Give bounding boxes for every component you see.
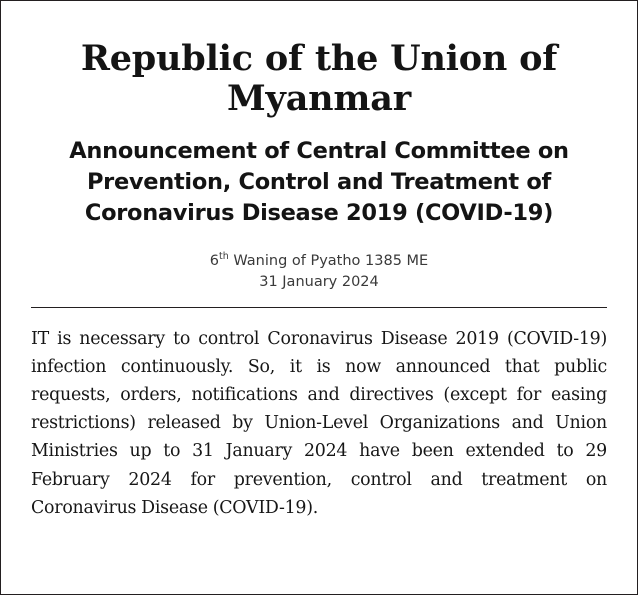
announcement-body: IT is necessary to control Coronavirus Disease 2019 (COVID-19) infection continuously. So, it is now announced that public requests, orders, notifications and directives (except for easing restrictions) released by Union-Level Organizations and Union Ministries up to 31 January 2024 have been extended to 29 February 2024 for prevention, control and treatment on Coronavirus Disease (COVID-19).: [31, 328, 607, 518]
date-myanmar-line: [31, 251, 607, 272]
date-gregorian: 31 January 2024: [259, 273, 379, 290]
date-myanmar-text: Waning of Pyatho 1385 ME: [228, 252, 429, 269]
announcement-title: Announcement of Central Committee on Prevention, Control and Treatment of Coronavirus Disease 2019 (COVID-19): [69, 137, 569, 226]
date-myanmar-ordinal: th: [219, 250, 229, 262]
document-masthead: Republic of the Union of Myanmar: [80, 38, 558, 120]
date-block: [31, 251, 607, 293]
date-myanmar-day: 6: [209, 252, 219, 269]
horizontal-divider: [31, 307, 607, 308]
document-content: [1, 1, 637, 522]
